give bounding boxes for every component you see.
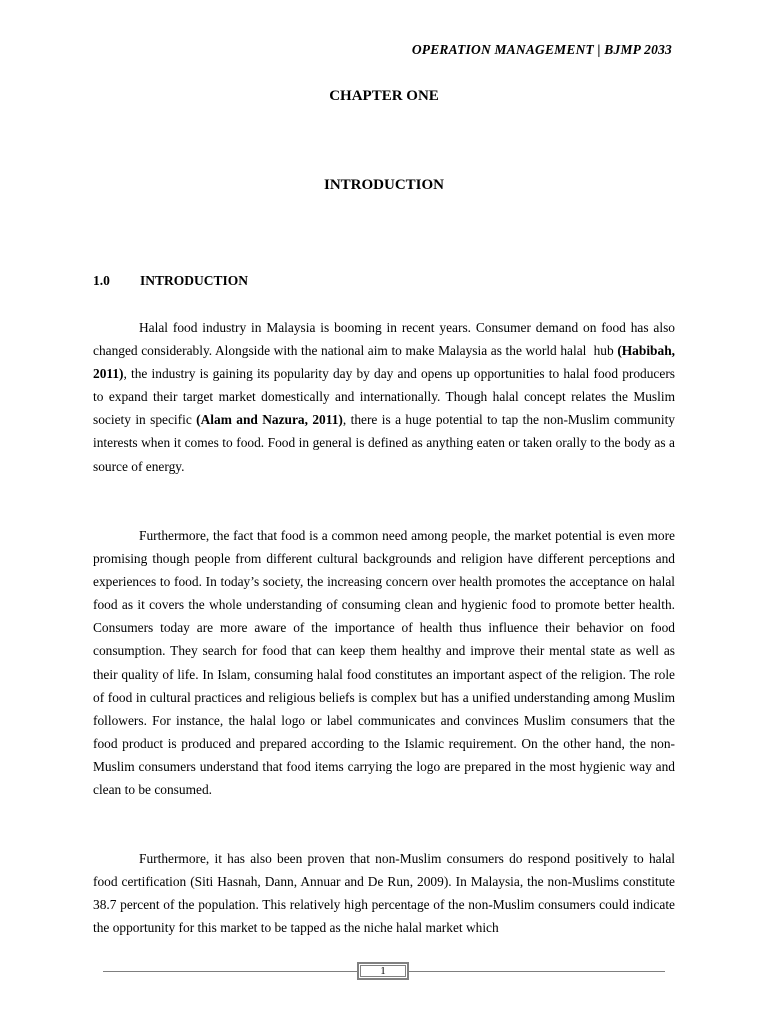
- paragraph-text: , there is a huge potential to tap the non-Muslim community interests when it comes to food. Food in general is defined as anything eaten or taken orally to the body as a source of energy.: [93, 412, 675, 474]
- paragraph-text: Halal food industry in Malaysia is booming in recent years. Consumer demand on food has also changed considerably. Alongside with the national aim to make Malaysia as the world halal hub: [93, 320, 675, 359]
- section-number: 1.0: [93, 273, 110, 288]
- paragraph-text: , the industry is gaining its popularity day by day and opens up opportunities to halal food producers to expand their target market domestically and internationally. Though halal concept relates the Muslim society in specific: [93, 366, 675, 428]
- page-number-box: [357, 962, 409, 980]
- paragraph: [93, 316, 675, 478]
- section-heading: [93, 273, 248, 289]
- citation: (Habibah, 2011): [93, 343, 675, 382]
- section-title: INTRODUCTION: [140, 273, 249, 288]
- chapter-subtitle: INTRODUCTION: [323, 177, 444, 193]
- paragraph-text: Furthermore, it has also been proven that non-Muslim consumers do respond positively to halal food certification (Siti Hasnah, Dann, Annuar and De Run, 2009). In Malaysia, the non-Muslims constitute 38.7 percent of the population. This relatively high percentage of the non-Muslim consumers could indicate the opportunity for this market to be tapped as the niche halal market which: [93, 851, 675, 936]
- paragraph: [93, 847, 675, 939]
- citation: (Alam and Nazura, 2011): [196, 412, 343, 428]
- paragraph: [93, 524, 675, 801]
- chapter-title: CHAPTER ONE: [329, 88, 439, 104]
- page-number: 1: [360, 965, 406, 977]
- paragraph-text: Furthermore, the fact that food is a common need among people, the market potential is even more promising though people from different cultural backgrounds and religion have different perceptions and experiences to food. In today’s society, the increasing concern over health promotes the acceptance on halal food as it covers the whole understanding of consuming clean and hygienic food to promote better health. Consumers today are more aware of the importance of health thus influence their behavior on food consumption. They search for food that can keep them healthy and improve their mental state as well as their quality of life. In Islam, consuming halal food constitutes an important aspect of the religion. The role of food in cultural practices and religious beliefs is complex but has a unified understanding among Muslim followers. For instance, the halal logo or label communicates and convinces Muslim consumers that the food product is produced and prepared according to the Islamic requirement. On the other hand, the non-Muslim consumers understand that food items carrying the logo are prepared in the most hygienic way and clean to be consumed.: [93, 528, 675, 798]
- running-header: OPERATION MANAGEMENT | BJMP 2033: [411, 42, 672, 57]
